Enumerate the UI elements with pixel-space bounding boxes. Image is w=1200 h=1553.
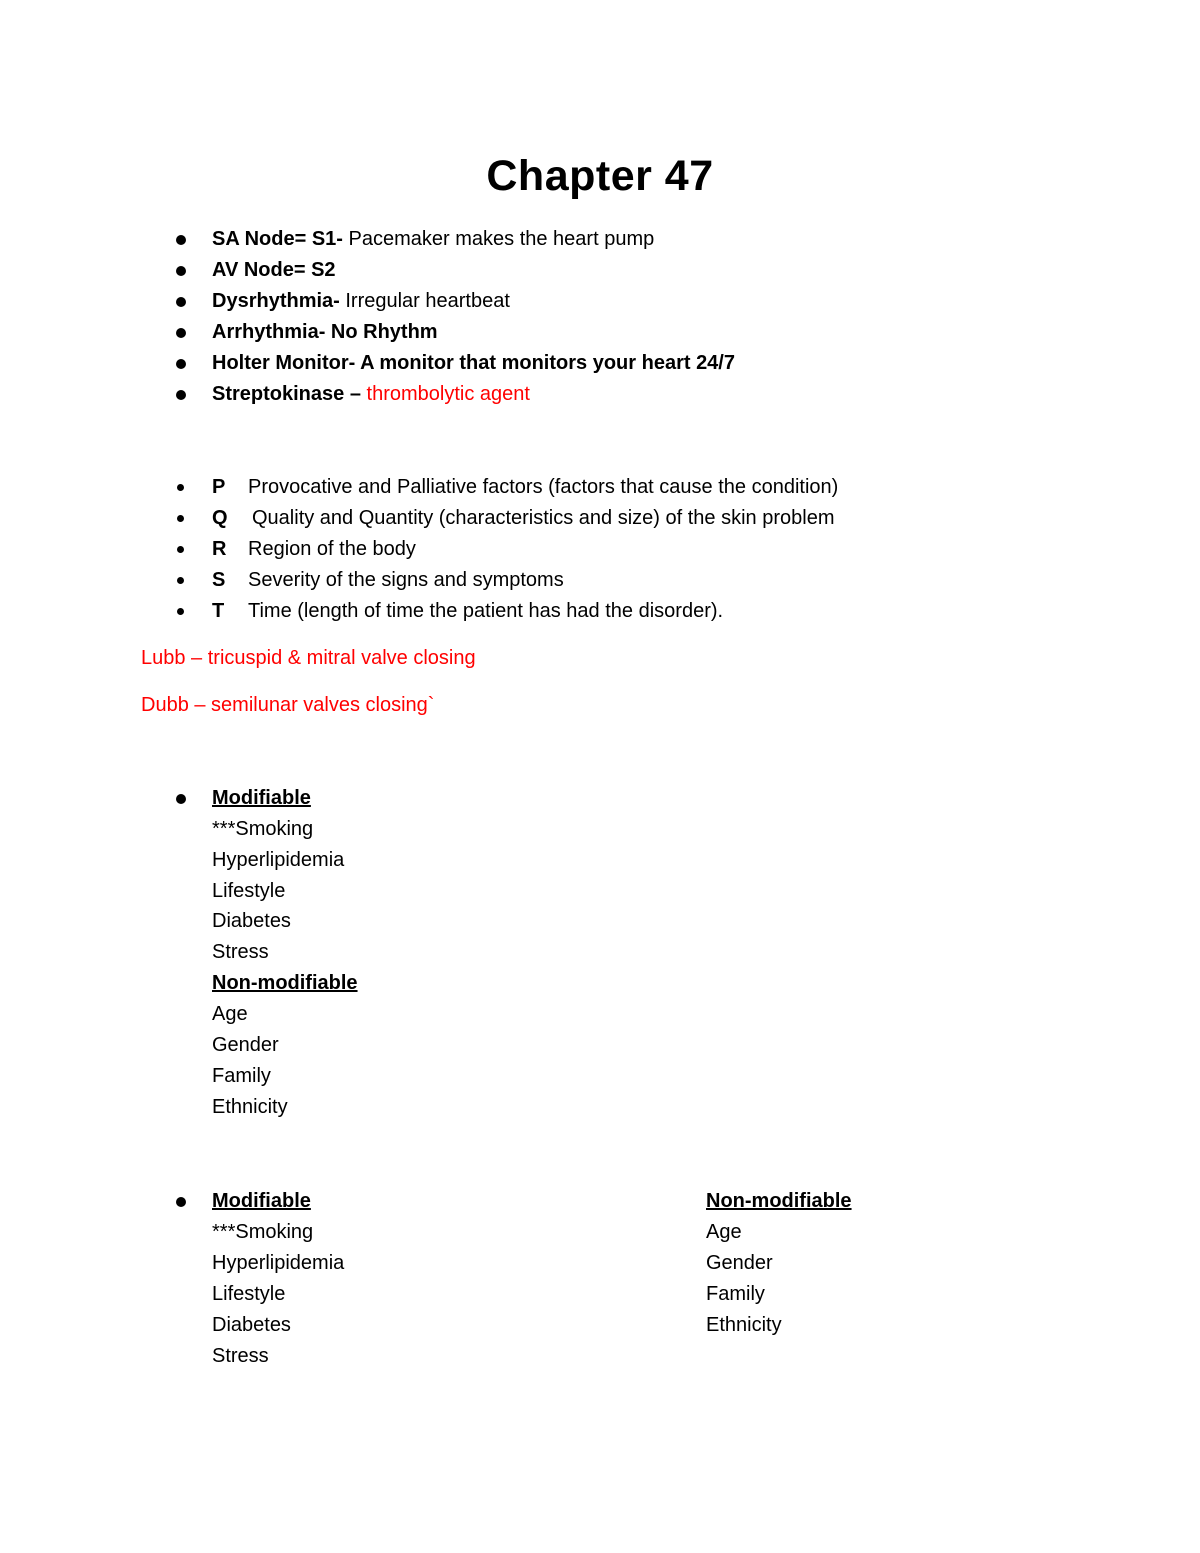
definition-term: Streptokinase – — [212, 383, 367, 405]
definition-term: AV Node= S2 — [212, 259, 336, 281]
list-item: Diabetes — [212, 910, 291, 932]
list-item: ***Smoking — [212, 1221, 314, 1243]
list-item — [0, 255, 1000, 286]
list-item: Hyperlipidemia — [212, 1252, 345, 1274]
heart-sound-lubb: Lubb – tricuspid & mitral valve closing — [141, 647, 476, 669]
list-item: Lifestyle — [212, 1283, 286, 1305]
bullet-icon — [176, 235, 186, 245]
bullet-icon — [176, 328, 186, 338]
pqrst-text: Region of the body — [248, 538, 416, 560]
list-item: Stress — [212, 941, 269, 963]
definition-text: thrombolytic agent — [366, 383, 530, 405]
list-item — [0, 348, 1000, 379]
pqrst-letter: P — [212, 476, 226, 498]
definition-text: Pacemaker makes the heart pump — [342, 228, 655, 250]
pqrst-text: Quality and Quantity (characteristics and size) of the skin problem — [252, 507, 835, 529]
list-item — [0, 596, 1000, 627]
pqrst-text: Provocative and Palliative factors (factors that cause the condition) — [248, 476, 839, 498]
list-item: Age — [706, 1221, 742, 1243]
list-item — [0, 534, 1000, 565]
list-item: Family — [212, 1065, 271, 1087]
list-item: ***Smoking — [212, 818, 314, 840]
list-item — [0, 503, 1000, 534]
list-item — [0, 224, 1000, 255]
list-item: Ethnicity — [212, 1096, 288, 1118]
list-item: Lifestyle — [212, 880, 286, 902]
pqrst-letter: S — [212, 569, 226, 591]
heart-sound-dubb: Dubb – semilunar valves closing` — [141, 694, 435, 716]
bullet-icon — [176, 297, 186, 307]
nonmodifiable-heading: Non-modifiable — [212, 972, 358, 994]
modifiable-heading: Modifiable — [212, 787, 311, 809]
bullet-icon — [176, 1197, 186, 1207]
bullet-icon — [177, 608, 184, 615]
list-item — [0, 565, 1000, 596]
pqrst-letter: Q — [212, 507, 228, 529]
bullet-icon — [176, 266, 186, 276]
bullet-icon — [176, 359, 186, 369]
list-item: Family — [706, 1283, 765, 1305]
bullet-icon — [177, 484, 184, 491]
bullet-icon — [177, 577, 184, 584]
list-item: Gender — [212, 1034, 279, 1056]
pqrst-letter: T — [212, 600, 225, 622]
page-title: Chapter 47 — [486, 152, 714, 200]
bullet-icon — [177, 546, 184, 553]
bullet-icon — [176, 390, 186, 400]
nonmodifiable-heading: Non-modifiable — [706, 1190, 852, 1212]
bullet-icon — [177, 515, 184, 522]
definition-text: Irregular heartbeat — [339, 290, 510, 312]
modifiable-heading: Modifiable — [212, 1190, 311, 1212]
definition-term: Arrhythmia- No Rhythm — [212, 321, 438, 343]
pqrst-text: Severity of the signs and symptoms — [248, 569, 564, 591]
list-item — [0, 472, 1000, 503]
list-item: Stress — [212, 1345, 269, 1367]
definition-term: Holter Monitor- A monitor that monitors your heart 24/7 — [212, 352, 735, 374]
list-item: Gender — [706, 1252, 773, 1274]
definition-term: SA Node= S1- — [212, 228, 343, 250]
list-item: Age — [212, 1003, 248, 1025]
list-item: Diabetes — [212, 1314, 291, 1336]
pqrst-text: Time (length of time the patient has had the disorder). — [248, 600, 724, 622]
list-item — [0, 286, 1000, 317]
pqrst-letter: R — [212, 538, 227, 560]
bullet-icon — [176, 794, 186, 804]
definition-term: Dysrhythmia- — [212, 290, 340, 312]
list-item — [0, 379, 1000, 410]
list-item — [0, 317, 1000, 348]
list-item: Ethnicity — [706, 1314, 782, 1336]
list-item: Hyperlipidemia — [212, 849, 345, 871]
